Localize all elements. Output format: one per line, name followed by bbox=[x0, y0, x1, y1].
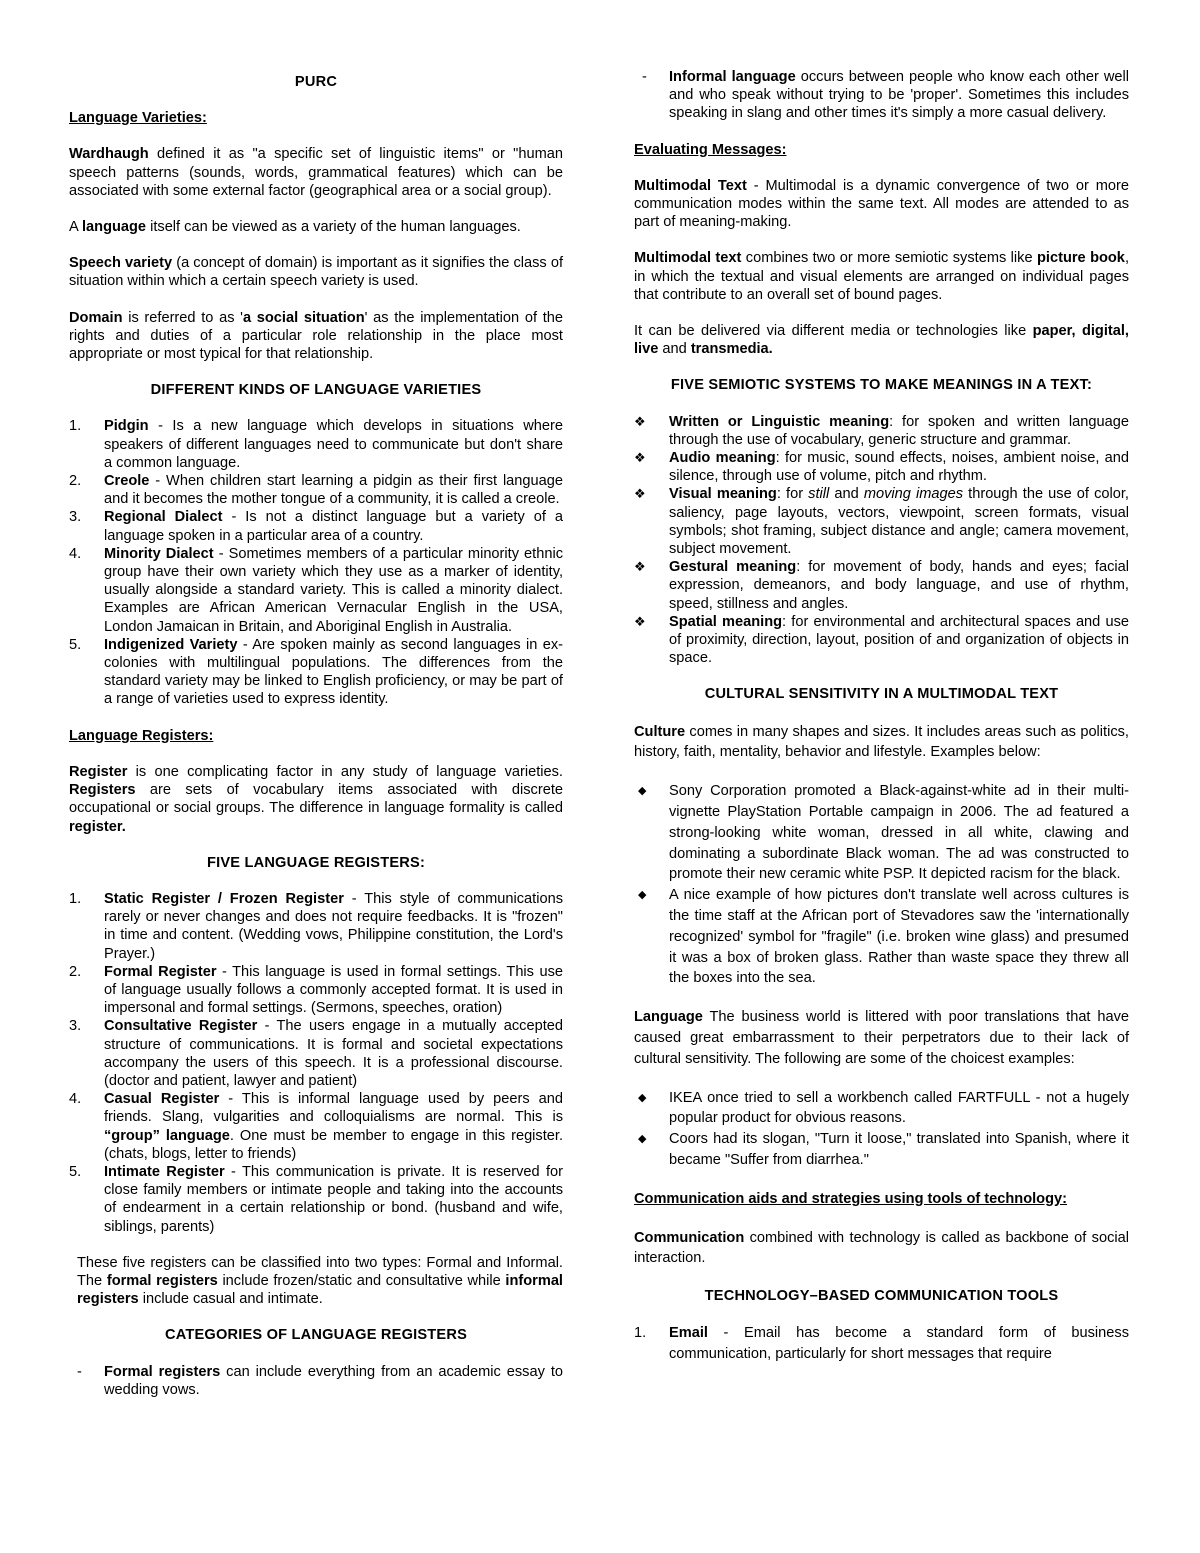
heading-five-registers: FIVE LANGUAGE REGISTERS: bbox=[206, 854, 426, 871]
varieties-list bbox=[69, 417, 563, 708]
heading-cultural-sensitivity: CULTURAL SENSITIVITY IN A MULTIMODAL TEXT bbox=[704, 686, 1059, 703]
list-item: 5. Indigenized Variety - Are spoken mainly as second languages in ex-colonies with multilingual populations. The differences from the standard variety may be linked to English proficiency, or may be part of a range of varieties used to express identity. bbox=[69, 636, 563, 708]
paragraph-delivery-media: It can be delivered via different media or technologies like paper, digital, live and transmedia. bbox=[634, 323, 1129, 358]
paragraph-language-translations: Language The business world is littered with poor translations that have caused great embarrassment to their perpetrators due to their lack of cultural sensitivity. The following are some of the choicest examples: bbox=[634, 1009, 1129, 1067]
list-item: ◆ A nice example of how pictures don't translate well across cultures is the time staff at the African port of Stevadores saw the 'internationally recognized' symbol for "fragile" (i.e. broken wine glass) and presumed it was a box of broken glass. Rather than waste space they threw all the boxes into the sea. bbox=[638, 887, 1129, 987]
list-item: ❖ Written or Linguistic meaning: for spoken and written language through the use of vocabulary, generic structure and grammar. bbox=[634, 413, 1129, 448]
left-column bbox=[69, 68, 563, 1399]
registers-list bbox=[69, 890, 563, 1236]
list-item: ◆ Sony Corporation promoted a Black-against-white ad in their multi-vignette PlayStation Portable campaign in 2006. The ad featured a strong-looking white woman, dressed in all white, clawing and dominating a subordinate Black woman. The ad was constructed to promote their new ceramic white PSP. It depicted racism for the black. bbox=[638, 783, 1129, 883]
right-column bbox=[634, 68, 1129, 1365]
heading-semiotic-systems: FIVE SEMIOTIC SYSTEMS TO MAKE MEANINGS IN A TEXT: bbox=[670, 377, 1093, 394]
list-item: 1. Pidgin - Is a new language which develops in situations where speakers of different languages need to communicate but don't share a common language. bbox=[69, 418, 563, 471]
list-item: 1. Static Register / Frozen Register - This style of communications rarely or never changes and does not require feedbacks. It is "frozen" in time and content. (Wedding vows, Philippine constitution, the Lord's Prayer.) bbox=[69, 890, 563, 962]
paragraph-domain: Domain is referred to as 'a social situation' as the implementation of the rights and duties of a particular role relationship in the place most appropriate or most typical for that relationship. bbox=[69, 309, 563, 363]
translation-examples-list bbox=[634, 1088, 1129, 1171]
paragraph-communication: Communication combined with technology is called as backbone of social interaction. bbox=[634, 1229, 1129, 1267]
heading-evaluating-messages: Evaluating Messages: bbox=[634, 141, 787, 158]
paragraph-multimodal-text: Multimodal Text - Multimodal is a dynamic convergence of two or more communication modes within the same text. All modes are attended to as part of meaning-making. bbox=[634, 177, 1130, 231]
paragraph-register-types: These five registers can be classified into two types: Formal and Informal. The formal registers include frozen/static and consultative while informal registers include casual and intimate. bbox=[77, 1254, 563, 1308]
heading-categories: CATEGORIES OF LANGUAGE REGISTERS bbox=[164, 1327, 468, 1344]
list-item: 1. Email - Email has become a standard form of business communication, particularly for short messages that require bbox=[634, 1325, 1129, 1363]
bullet-icon: ◆ bbox=[638, 1133, 647, 1146]
diamond-bullet-icon: ❖ bbox=[634, 450, 646, 466]
paragraph-register: Register is one complicating factor in any study of language varieties. Registers are sets of vocabulary items associated with discrete occupational or social groups. The difference in language formality is called register. bbox=[69, 763, 563, 835]
list-item: 4. Casual Register - This is informal language used by peers and friends. Slang, vulgarities and colloquialisms are normal. This is “group” language. One must be member to engage in this register. (chats, blogs, letter to friends) bbox=[69, 1091, 564, 1162]
list-item: 5. Intimate Register - This communication is private. It is reserved for close family members or intimate people and taking into the accounts of endearment in a certain relationship or bond. (husband and wife, siblings, parents) bbox=[69, 1163, 564, 1235]
list-item: ◆ Coors had its slogan, "Turn it loose," translated into Spanish, where it became "Suffer from diarrhea." bbox=[638, 1131, 1129, 1169]
bullet-icon: ◆ bbox=[638, 1091, 647, 1104]
categories-list bbox=[69, 1363, 563, 1399]
heading-language-registers: Language Registers: bbox=[69, 727, 214, 744]
paragraph-wardhaugh: Wardhaugh defined it as "a specific set of linguistic items" or "human speech patterns (sounds, words, grammatical features) which can be associated with some external factor (geographical area or a social group). bbox=[69, 146, 563, 199]
semiotic-list bbox=[634, 413, 1129, 668]
list-item: - Formal registers can include everything from an academic essay to wedding vows. bbox=[77, 1363, 563, 1398]
diamond-bullet-icon: ❖ bbox=[634, 559, 646, 575]
list-item: ❖ Audio meaning: for music, sound effects, noises, ambient noise, and silence, through use of volume, pitch and rhythm. bbox=[634, 450, 1129, 485]
paragraph-speech-variety: Speech variety (a concept of domain) is important as it signifies the class of situation within which a certain speech variety is used. bbox=[69, 255, 563, 290]
paragraph-multimodal-semiotic: Multimodal text combines two or more semiotic systems like picture book, in which the textual and visual elements are arranged on individual pages that contribute to an overall set of bound pages. bbox=[634, 250, 1129, 303]
list-item: ❖ Spatial meaning: for environmental and architectural spaces and use of proximity, direction, layout, position of and organization of objects in space. bbox=[634, 613, 1129, 667]
heading-technology-tools: TECHNOLOGY–BASED COMMUNICATION TOOLS bbox=[704, 1288, 1059, 1305]
list-item: 4. Minority Dialect - Sometimes members of a particular minority ethnic group have their own variety which they use as a marker of identity, usually alongside a standard variety. This is called a minority dialect. Examples are African American Vernacular English in the USA, London Jamaican in Britain, and Aboriginal English in Australia. bbox=[69, 545, 563, 635]
list-item: ❖ Gestural meaning: for movement of body, hands and eyes; facial expression, demeanors, and body language, and use of rhythm, speed, stillness and angles. bbox=[634, 559, 1129, 612]
list-item: - Informal language occurs between people who know each other well and who speak without trying to be 'proper'. Sometimes this includes speaking in slang and other times it's simply a more casual delivery. bbox=[642, 69, 1129, 122]
list-item: ◆ IKEA once tried to sell a workbench called FARTFULL - not a hugely popular product for obvious reasons. bbox=[638, 1089, 1129, 1127]
heading-kinds-of-varieties: DIFFERENT KINDS OF LANGUAGE VARIETIES bbox=[150, 382, 482, 399]
tools-list bbox=[634, 1323, 1129, 1365]
list-item: ❖ Visual meaning: for still and moving images through the use of color, saliency, page layouts, vectors, viewpoint, screen formats, visual symbols; shot framing, subject distance and angle; camera movement, subject movement. bbox=[634, 486, 1129, 558]
diamond-bullet-icon: ❖ bbox=[634, 413, 646, 429]
culture-examples-list bbox=[634, 781, 1129, 989]
paragraph-culture: Culture comes in many shapes and sizes. It includes areas such as politics, history, faith, mentality, behavior and lifestyle. Examples below: bbox=[634, 723, 1129, 761]
list-item: 2. Creole - When children start learning a pidgin as their first language and it becomes the mother tongue of a community, it is called a creole. bbox=[69, 473, 563, 508]
categories-list-continued bbox=[634, 68, 1129, 123]
diamond-bullet-icon: ❖ bbox=[634, 486, 646, 502]
heading-language-varieties: Language Varieties: bbox=[69, 110, 207, 127]
diamond-bullet-icon: ❖ bbox=[634, 613, 646, 629]
bullet-icon: ◆ bbox=[638, 889, 647, 902]
paragraph-language: A language itself can be viewed as a variety of the human languages. bbox=[69, 219, 521, 236]
list-item: 3. Regional Dialect - Is not a distinct language but a variety of a language spoken in a particular area of a country. bbox=[69, 509, 563, 544]
list-item: 2. Formal Register - This language is used in formal settings. This use of language usually follows a commonly accepted format. It is used in impersonal and formal settings. (Sermons, speeches, oration) bbox=[69, 963, 563, 1017]
page-title: PURC bbox=[294, 74, 338, 90]
heading-communication-aids: Communication aids and strategies using tools of technology: bbox=[634, 1190, 1067, 1207]
bullet-icon: ◆ bbox=[638, 785, 647, 798]
list-item: 3. Consultative Register - The users engage in a mutually accepted structure of communications. It is formal and societal expectations accompany the users of this speech. It is a professional discourse. (doctor and patient, lawyer and patient) bbox=[69, 1018, 563, 1089]
